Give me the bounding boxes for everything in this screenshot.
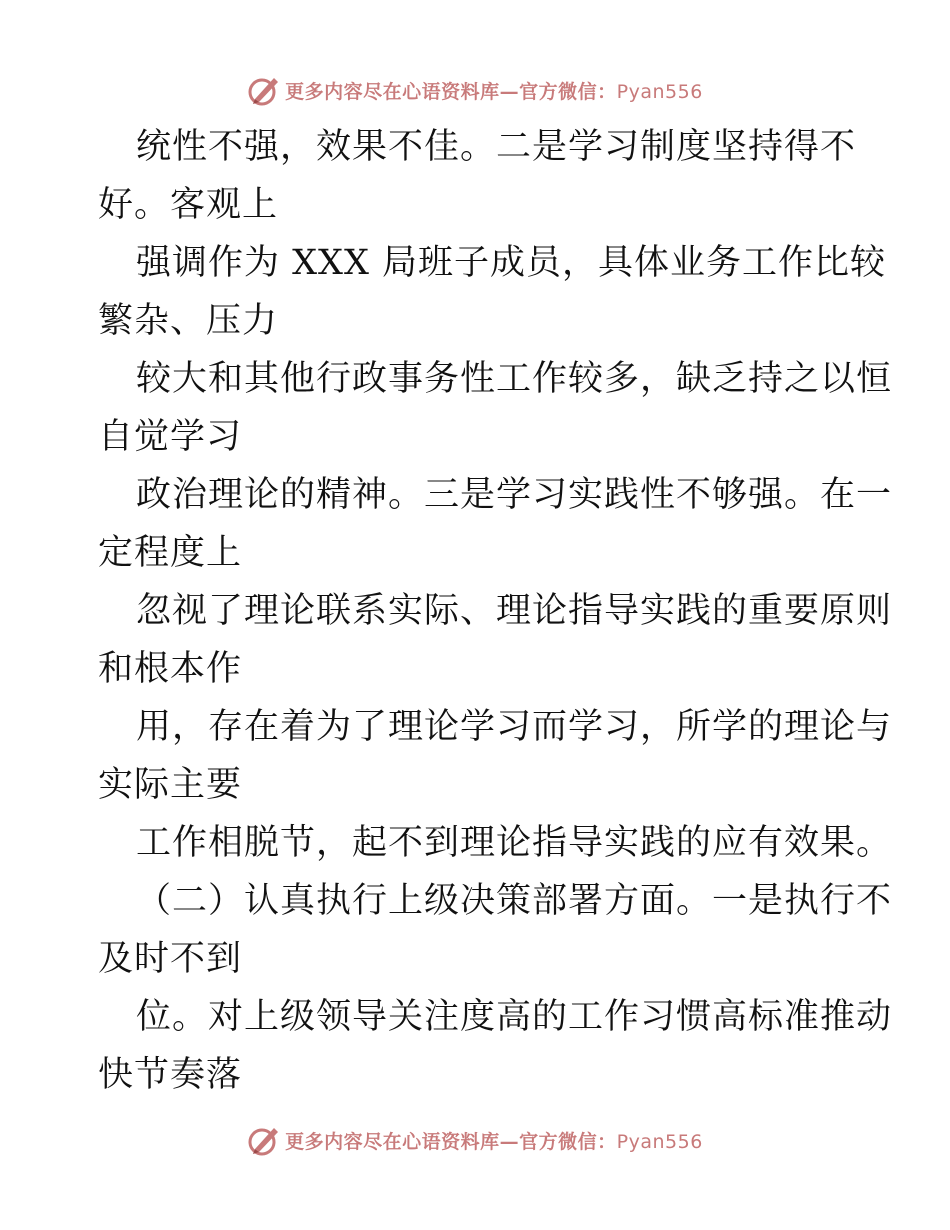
- text-line: （二）认真执行上级决策部署方面。一是执行不: [136, 881, 893, 921]
- text-line: 繁杂、压力: [98, 301, 279, 341]
- text-line: 好。客观上: [98, 185, 279, 225]
- text-line: 快节奏落: [98, 1055, 243, 1095]
- watermark-text: [285, 77, 703, 104]
- footer-watermark: [0, 1120, 950, 1160]
- pen-logo-icon: [247, 73, 281, 107]
- text-line: 及时不到: [98, 939, 243, 979]
- text-line: 统性不强，效果不佳。二是学习制度坚持得不: [136, 127, 857, 167]
- pen-logo-icon: [247, 1123, 281, 1157]
- text-line: 和根本作: [98, 649, 243, 689]
- watermark-handle: Pyan556: [616, 80, 703, 103]
- watermark-label: 更多内容尽在心语资料库—官方微信：: [285, 1130, 617, 1153]
- watermark-handle: Pyan556: [616, 1130, 703, 1153]
- watermark-label: 更多内容尽在心语资料库—官方微信：: [285, 80, 617, 103]
- text-line: 工作相脱节，起不到理论指导实践的应有效果。: [136, 823, 893, 863]
- document-body: [98, 118, 893, 1104]
- header-watermark: [0, 70, 950, 110]
- text-line: 较大和其他行政事务性工作较多，缺乏持之以恒: [136, 359, 893, 399]
- text-line: 定程度上: [98, 533, 243, 573]
- text-line: 政治理论的精神。三是学习实践性不够强。在一: [136, 475, 893, 515]
- text-line: 实际主要: [98, 765, 243, 805]
- text-line: 忽视了理论联系实际、理论指导实践的重要原则: [136, 591, 893, 631]
- text-line: 自觉学习: [98, 417, 243, 457]
- text-line: 强调作为 XXX 局班子成员，具体业务工作比较: [136, 243, 887, 283]
- text-line: 位。对上级领导关注度高的工作习惯高标准推动: [136, 997, 893, 1037]
- watermark-text: [285, 1127, 703, 1154]
- text-line: 用，存在着为了理论学习而学习，所学的理论与: [136, 707, 893, 747]
